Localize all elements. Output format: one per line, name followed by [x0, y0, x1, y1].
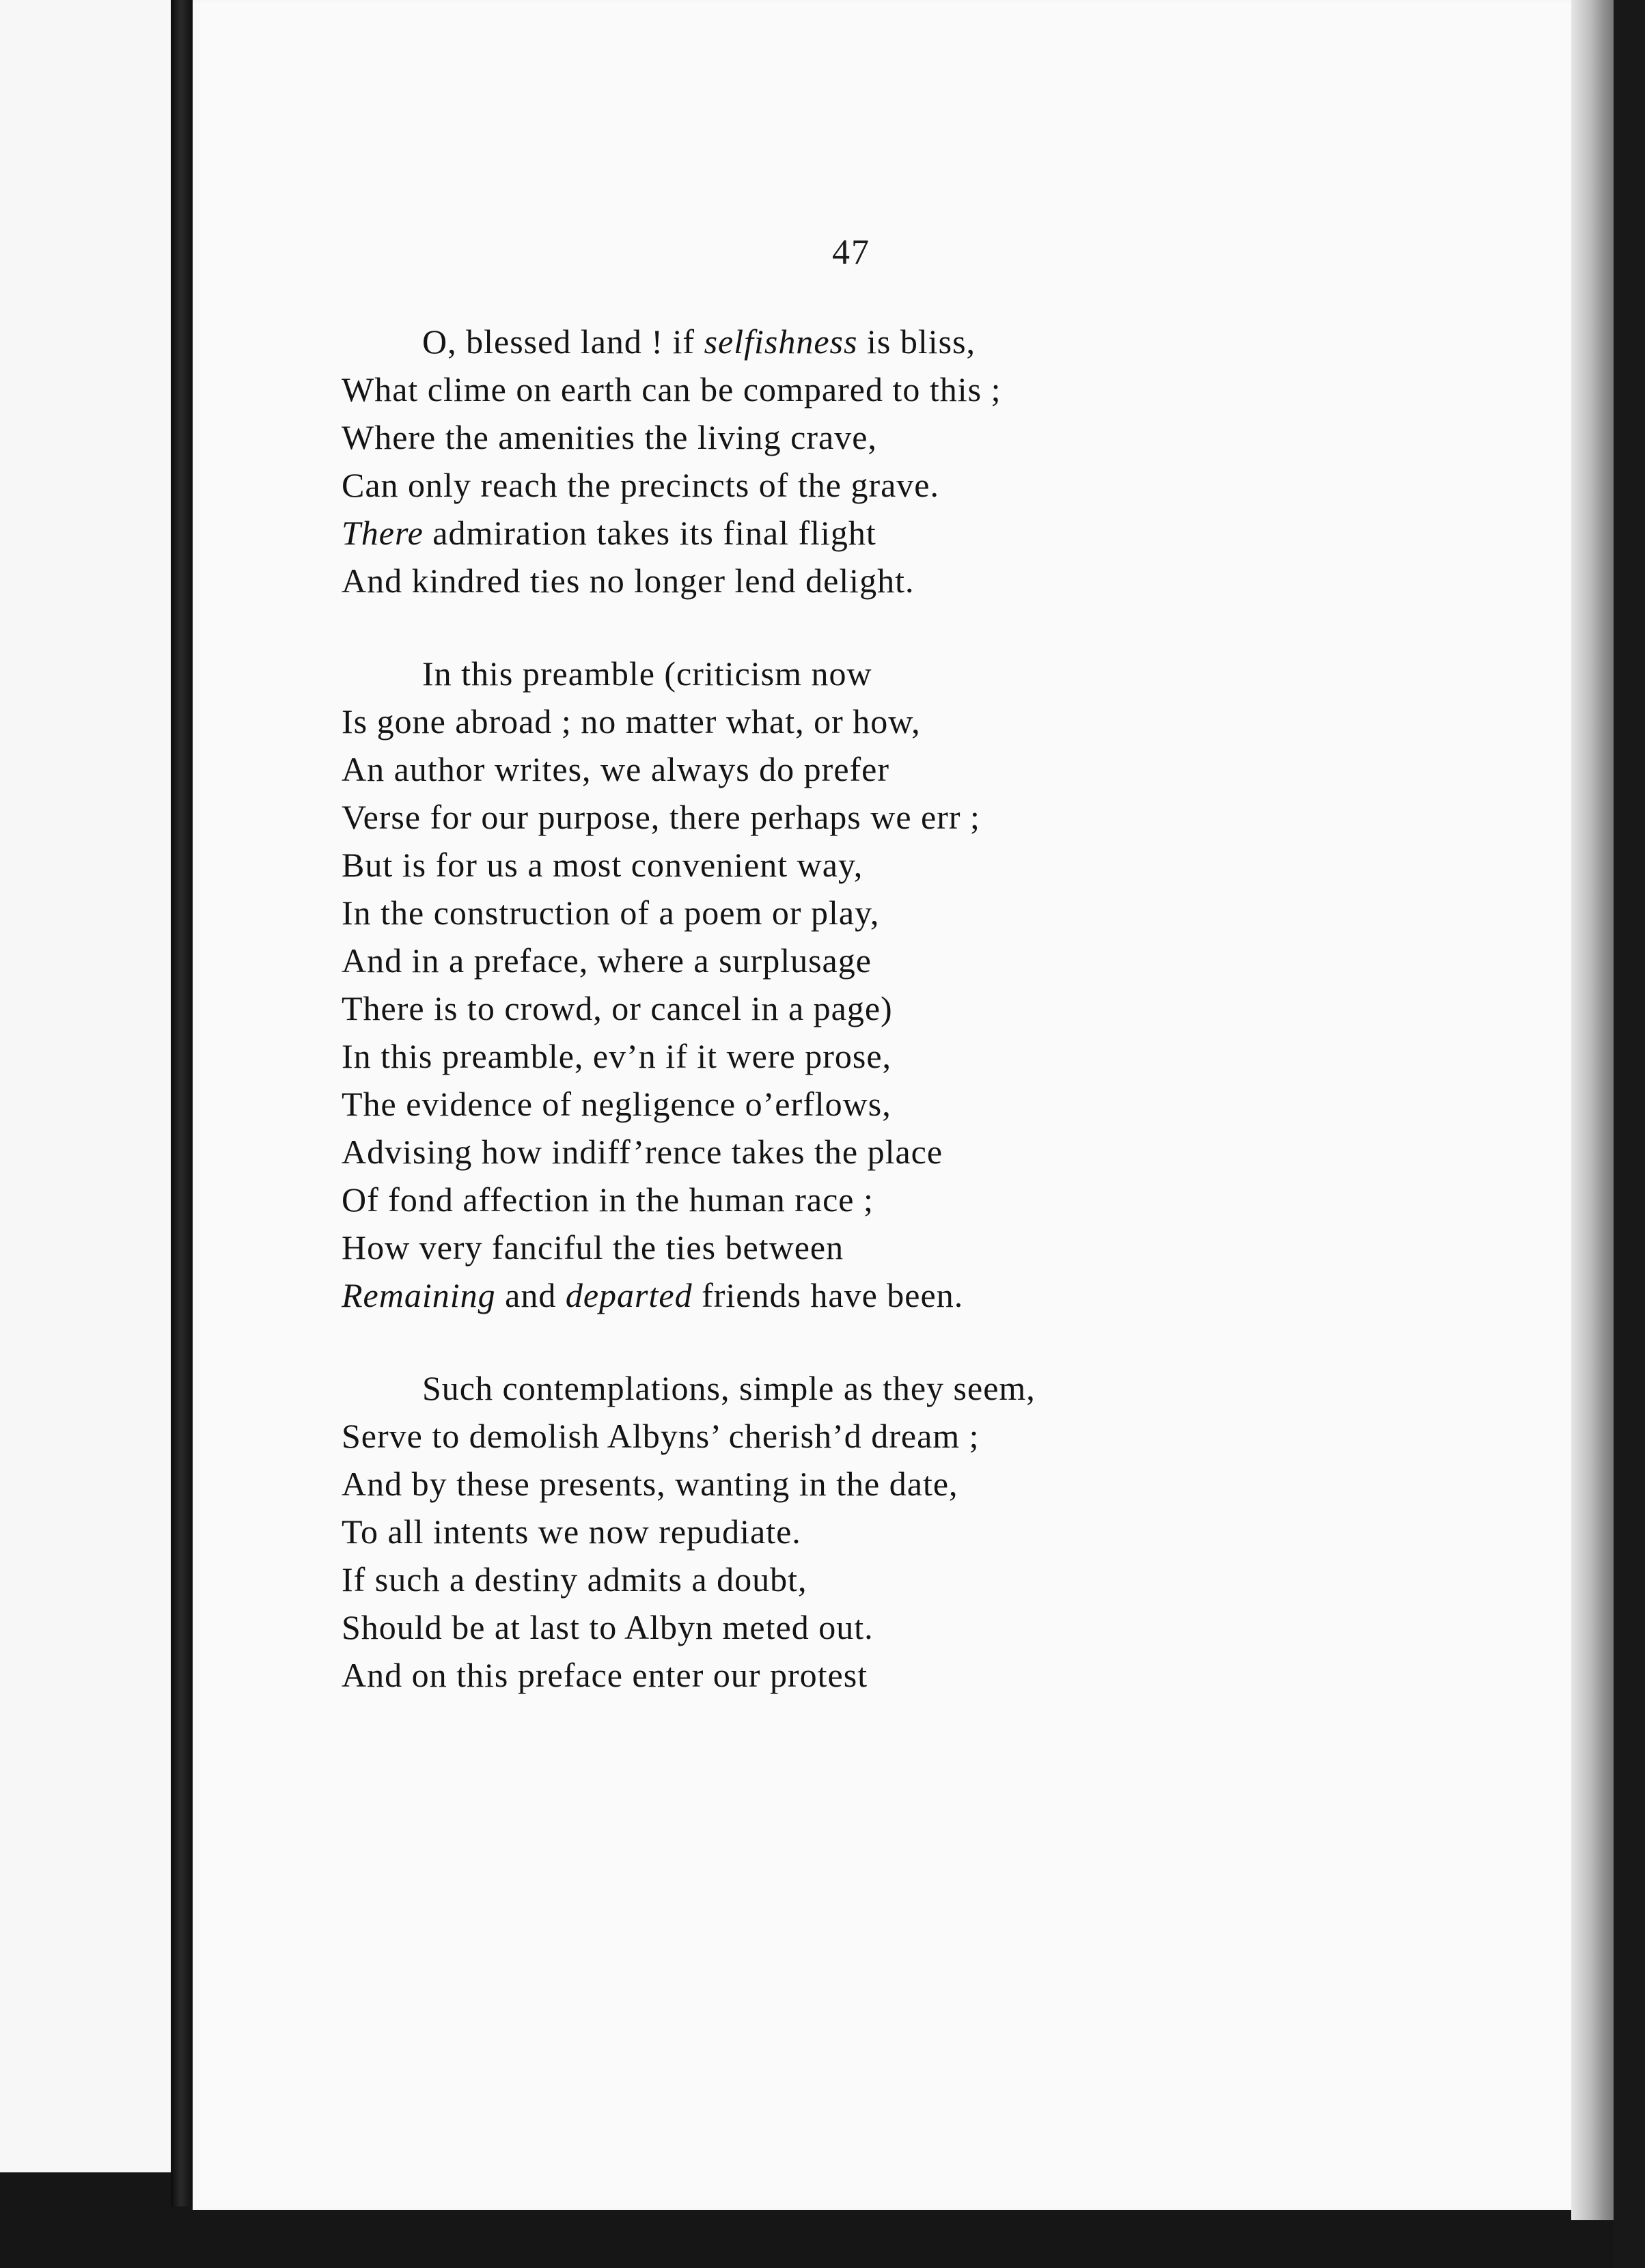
poem-line: [342, 1271, 1544, 1319]
poem-line: [342, 461, 1544, 509]
poem-line: [342, 841, 1544, 889]
poem-text: [342, 318, 1544, 1744]
line-text: Should be at last to Albyn meted out.: [342, 1608, 874, 1646]
facing-page-edge: [0, 0, 172, 2172]
line-text: In this preamble, ev’n if it were prose,: [342, 1037, 892, 1075]
stanza-1: [342, 318, 1544, 605]
poem-line: [342, 509, 1544, 557]
book-gutter: [171, 0, 193, 2207]
line-text: Verse for our purpose, there perhaps we err ;: [342, 798, 980, 836]
poem-line: [342, 318, 1544, 365]
line-text: The evidence of negligence o’erflows,: [342, 1085, 891, 1123]
poem-line: [342, 937, 1544, 984]
line-text: Of fond affection in the human race ;: [342, 1180, 874, 1219]
line-text: is bliss,: [857, 322, 976, 361]
italic-text: There: [342, 514, 424, 552]
line-text: But is for us a most convenient way,: [342, 846, 863, 884]
italic-text: selfishness: [704, 322, 858, 361]
poem-line: [342, 650, 1544, 697]
scan-border: [1614, 0, 1645, 2268]
poem-line: [342, 697, 1544, 745]
line-text: friends have been.: [692, 1276, 964, 1314]
poem-line: [342, 1176, 1544, 1223]
poem-line: [342, 365, 1544, 413]
poem-line: [342, 1555, 1544, 1603]
poem-line: [342, 1080, 1544, 1128]
poem-line: [342, 793, 1544, 841]
poem-line: [342, 413, 1544, 461]
line-text: In the construction of a poem or play,: [342, 894, 880, 932]
poem-line: [342, 1032, 1544, 1080]
poem-line: [342, 1603, 1544, 1651]
italic-text: Remaining: [342, 1276, 496, 1314]
poem-line: [342, 1651, 1544, 1699]
stanza-3: [342, 1364, 1544, 1699]
line-text: How very fanciful the ties between: [342, 1228, 844, 1267]
page-number: 47: [832, 233, 870, 272]
stanza-2: [342, 650, 1544, 1319]
poem-line: [342, 1412, 1544, 1460]
line-text: Where the amenities the living crave,: [342, 418, 877, 456]
line-text: And by these presents, wanting in the date,: [342, 1465, 958, 1503]
line-text: Can only reach the precincts of the grave.: [342, 466, 939, 504]
poem-line: [342, 1223, 1544, 1271]
line-text: To all intents we now repudiate.: [342, 1512, 801, 1551]
line-text: O, blessed land ! if: [422, 322, 704, 361]
line-text: And on this preface enter our protest: [342, 1656, 868, 1694]
line-text: Advising how indiff’rence takes the place: [342, 1133, 943, 1171]
poem-line: [342, 1128, 1544, 1176]
poem-line: [342, 557, 1544, 605]
poem-line: [342, 1508, 1544, 1555]
poem-line: [342, 1460, 1544, 1508]
line-text: and: [495, 1276, 566, 1314]
italic-text: departed: [565, 1276, 693, 1314]
poem-line: [342, 889, 1544, 937]
poem-line: [342, 1364, 1544, 1412]
line-text: Is gone abroad ; no matter what, or how,: [342, 702, 921, 741]
line-text: admiration takes its final flight: [423, 514, 876, 552]
line-text: And in a preface, where a surplusage: [342, 941, 872, 980]
poem-line: [342, 745, 1544, 793]
poem-line: [342, 984, 1544, 1032]
line-text: What clime on earth can be compared to this ;: [342, 370, 1001, 409]
line-text: Serve to demolish Albyns’ cherish’d dream ;: [342, 1417, 980, 1455]
line-text: Such contemplations, simple as they seem,: [422, 1369, 1036, 1407]
line-text: And kindred ties no longer lend delight.: [342, 562, 915, 600]
line-text: In this preamble (criticism now: [422, 654, 872, 693]
page-fore-edge: [1571, 0, 1619, 2220]
line-text: There is to crowd, or cancel in a page): [342, 989, 893, 1027]
line-text: If such a destiny admits a doubt,: [342, 1560, 807, 1599]
line-text: An author writes, we always do prefer: [342, 750, 890, 788]
